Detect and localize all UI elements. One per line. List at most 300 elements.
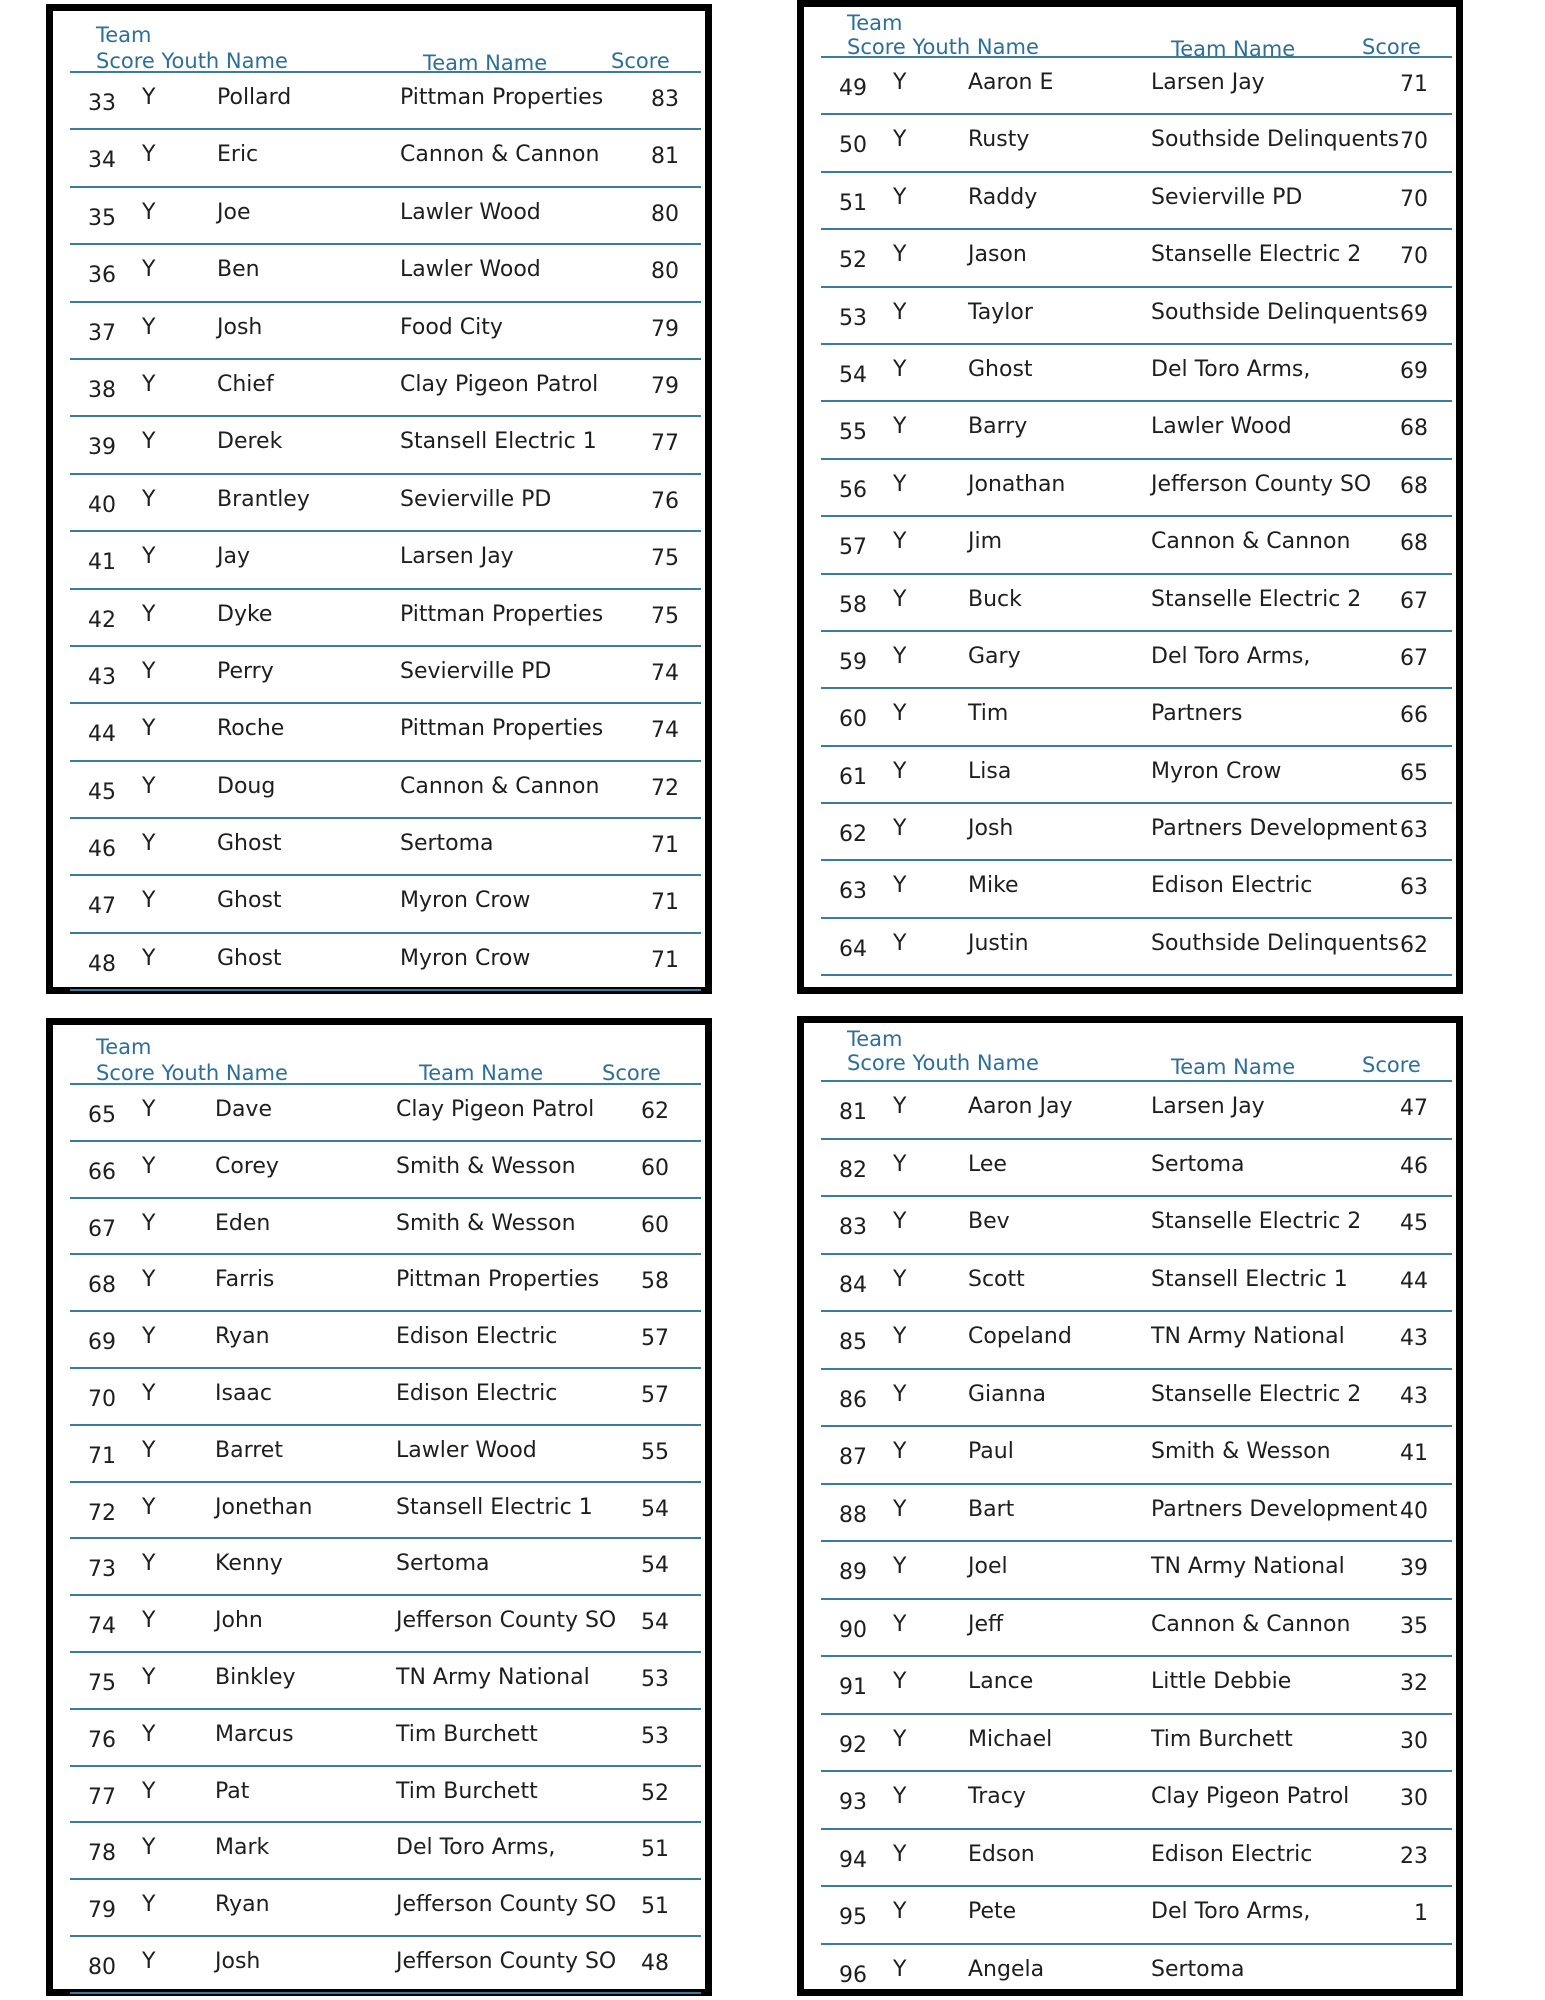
score-value: 71 bbox=[651, 947, 679, 973]
youth-flag: Y bbox=[142, 1210, 156, 1236]
youth-name: Mark bbox=[215, 1835, 270, 1861]
score-value: 62 bbox=[1400, 932, 1428, 958]
row-number: 93 bbox=[839, 1790, 867, 1815]
team-name: Lawler Wood bbox=[400, 199, 541, 225]
row-number: 46 bbox=[88, 837, 116, 863]
youth-name: Ghost bbox=[217, 945, 282, 971]
table-row bbox=[70, 1142, 701, 1199]
team-name: Partners bbox=[1151, 701, 1243, 727]
score-value: 51 bbox=[641, 1837, 669, 1863]
youth-name: Jay bbox=[217, 544, 250, 570]
youth-flag: Y bbox=[142, 1437, 156, 1463]
youth-name: Pollard bbox=[217, 85, 292, 110]
team-name: Lawler Wood bbox=[396, 1437, 537, 1463]
youth-flag: Y bbox=[142, 429, 156, 455]
table-row bbox=[821, 1197, 1452, 1255]
youth-name: Roche bbox=[217, 716, 285, 742]
youth-name: Raddy bbox=[968, 184, 1038, 210]
table-row bbox=[70, 1880, 701, 1937]
team-name: Cannon & Cannon bbox=[400, 773, 600, 799]
score-value: 35 bbox=[1400, 1613, 1428, 1639]
table-row bbox=[70, 245, 701, 302]
table-row bbox=[70, 1483, 701, 1540]
team-name: Smith & Wesson bbox=[396, 1210, 576, 1236]
table-row bbox=[821, 173, 1452, 230]
youth-flag: Y bbox=[142, 1267, 156, 1293]
row-number: 79 bbox=[88, 1898, 116, 1924]
row-number: 48 bbox=[88, 951, 116, 977]
youth-flag: Y bbox=[893, 1381, 907, 1407]
row-number: 34 bbox=[88, 148, 116, 174]
youth-flag: Y bbox=[893, 1554, 907, 1579]
youth-name: Bart bbox=[968, 1496, 1015, 1522]
team-name: Pittman Properties bbox=[400, 601, 604, 627]
row-number: 51 bbox=[839, 190, 867, 216]
youth-flag: Y bbox=[893, 127, 907, 153]
youth-name: Scott bbox=[968, 1266, 1025, 1292]
table-row bbox=[821, 1082, 1452, 1140]
youth-flag: Y bbox=[893, 70, 907, 95]
youth-flag: Y bbox=[893, 1324, 907, 1349]
team-name: Sertoma bbox=[396, 1551, 490, 1577]
row-number: 77 bbox=[88, 1784, 116, 1810]
team-name: Clay Pigeon Patrol bbox=[400, 371, 599, 397]
row-number: 95 bbox=[839, 1905, 867, 1930]
table-row bbox=[70, 934, 701, 991]
youth-flag: Y bbox=[893, 816, 907, 842]
youth-name: Kenny bbox=[215, 1551, 283, 1577]
table-row bbox=[821, 230, 1452, 287]
team-name: Myron Crow bbox=[400, 888, 531, 914]
youth-name: Ghost bbox=[217, 888, 282, 914]
youth-name: Pat bbox=[215, 1778, 250, 1804]
row-number: 44 bbox=[88, 722, 116, 748]
table-row bbox=[70, 1937, 701, 1994]
youth-flag: Y bbox=[893, 1899, 907, 1924]
row-number: 52 bbox=[839, 248, 867, 274]
table-row bbox=[821, 1945, 1452, 2000]
score-value: 60 bbox=[641, 1212, 669, 1238]
row-number: 85 bbox=[839, 1330, 867, 1355]
youth-flag: Y bbox=[142, 601, 156, 627]
youth-flag: Y bbox=[142, 716, 156, 742]
youth-name: Eden bbox=[215, 1210, 271, 1236]
team-name: Sevierville PD bbox=[400, 486, 552, 512]
youth-name: Tracy bbox=[968, 1784, 1026, 1809]
score-value: 71 bbox=[1400, 72, 1428, 97]
team-name: Clay Pigeon Patrol bbox=[1151, 1784, 1350, 1809]
header-team-name-label: Team Name bbox=[1171, 1055, 1296, 1079]
score-value: 70 bbox=[1400, 129, 1428, 155]
youth-flag: Y bbox=[142, 1835, 156, 1861]
score-value: 60 bbox=[641, 1155, 669, 1181]
youth-name: Doug bbox=[217, 773, 276, 799]
table-row bbox=[821, 1657, 1452, 1715]
youth-name: Bev bbox=[968, 1209, 1010, 1234]
row-number: 39 bbox=[88, 435, 116, 461]
score-value: 71 bbox=[651, 890, 679, 916]
youth-name: Justin bbox=[968, 930, 1029, 956]
score-value: 70 bbox=[1400, 244, 1428, 270]
youth-flag: Y bbox=[142, 371, 156, 397]
team-name: Sevierville PD bbox=[1151, 184, 1303, 210]
youth-flag: Y bbox=[142, 1551, 156, 1577]
team-name: Southside Delinquents bbox=[1151, 930, 1400, 956]
youth-flag: Y bbox=[142, 85, 156, 110]
scores-panel-2 bbox=[797, 0, 1463, 994]
score-value: 77 bbox=[651, 431, 679, 457]
team-name: Sertoma bbox=[1151, 1956, 1245, 1982]
team-name: Cannon & Cannon bbox=[1151, 529, 1351, 555]
youth-name: Ghost bbox=[968, 356, 1033, 382]
youth-name: Binkley bbox=[215, 1664, 296, 1690]
youth-name: Marcus bbox=[215, 1721, 294, 1747]
row-number: 61 bbox=[839, 764, 867, 790]
table-row bbox=[70, 1823, 701, 1880]
team-name: Southside Delinquents bbox=[1151, 299, 1400, 325]
youth-name: Jason bbox=[968, 242, 1027, 268]
team-name: Sertoma bbox=[1151, 1151, 1245, 1177]
score-value: 75 bbox=[651, 546, 679, 572]
table-row bbox=[70, 876, 701, 933]
youth-name: Barry bbox=[968, 414, 1028, 440]
youth-name: Paul bbox=[968, 1439, 1014, 1464]
youth-flag: Y bbox=[142, 1380, 156, 1406]
team-name: Southside Delinquents bbox=[1151, 127, 1400, 153]
youth-name: Chief bbox=[217, 371, 274, 397]
table-row bbox=[821, 1255, 1452, 1313]
youth-flag: Y bbox=[893, 414, 907, 440]
team-name: Partners Development bbox=[1151, 1496, 1398, 1522]
header-team-label: Team bbox=[96, 1035, 152, 1059]
row-number: 62 bbox=[839, 822, 867, 848]
team-name: Pittman Properties bbox=[396, 1267, 600, 1293]
table-row bbox=[70, 819, 701, 876]
table-row bbox=[821, 288, 1452, 345]
header-team-label: Team bbox=[847, 1027, 903, 1051]
youth-flag: Y bbox=[893, 299, 907, 325]
score-value: 51 bbox=[641, 1894, 669, 1920]
header-team-name-label: Team Name bbox=[419, 1061, 544, 1085]
youth-flag: Y bbox=[893, 930, 907, 956]
header-score-label: Score bbox=[611, 49, 670, 73]
score-value: 62 bbox=[641, 1099, 669, 1124]
youth-flag: Y bbox=[142, 773, 156, 799]
table-row bbox=[821, 115, 1452, 172]
youth-flag: Y bbox=[893, 873, 907, 899]
score-value: 30 bbox=[1400, 1786, 1428, 1811]
table-row bbox=[70, 1767, 701, 1824]
team-name: Pittman Properties bbox=[400, 716, 604, 742]
score-value: 69 bbox=[1400, 358, 1428, 384]
score-value: 40 bbox=[1400, 1498, 1428, 1524]
table-row bbox=[70, 1596, 701, 1653]
team-name: Stansell Electric 1 bbox=[1151, 1266, 1348, 1292]
youth-name: Jeff bbox=[968, 1611, 1004, 1637]
youth-flag: Y bbox=[893, 586, 907, 612]
youth-flag: Y bbox=[893, 471, 907, 497]
score-value: 74 bbox=[651, 660, 679, 686]
row-number: 50 bbox=[839, 133, 867, 159]
team-name: Pittman Properties bbox=[400, 85, 604, 110]
youth-flag: Y bbox=[142, 945, 156, 971]
scores-panel-3 bbox=[46, 1018, 712, 1996]
youth-flag: Y bbox=[893, 1669, 907, 1694]
table-row bbox=[821, 1542, 1452, 1600]
row-number: 88 bbox=[839, 1502, 867, 1528]
youth-flag: Y bbox=[142, 199, 156, 225]
score-value: 75 bbox=[651, 603, 679, 629]
row-number: 86 bbox=[839, 1387, 867, 1413]
row-number: 55 bbox=[839, 420, 867, 446]
scores-panel-1 bbox=[46, 4, 712, 994]
team-name: Edison Electric bbox=[396, 1380, 558, 1406]
youth-flag: Y bbox=[142, 1664, 156, 1690]
table-row bbox=[821, 1485, 1452, 1543]
header-score-label: Score bbox=[1362, 35, 1421, 59]
youth-name: Tim bbox=[968, 701, 1009, 727]
header-team-name-label: Team Name bbox=[1171, 37, 1296, 61]
row-number: 80 bbox=[88, 1954, 116, 1980]
row-number: 38 bbox=[88, 377, 116, 403]
youth-name: Lisa bbox=[968, 758, 1012, 784]
youth-name: Ryan bbox=[215, 1324, 270, 1350]
youth-flag: Y bbox=[893, 1439, 907, 1464]
team-name: TN Army National bbox=[1151, 1324, 1345, 1349]
team-name: Stanselle Electric 2 bbox=[1151, 586, 1362, 612]
score-value: 83 bbox=[651, 87, 679, 112]
table-row bbox=[821, 861, 1452, 918]
table-header bbox=[70, 11, 701, 73]
youth-flag: Y bbox=[893, 758, 907, 784]
score-value: 1 bbox=[1414, 1901, 1428, 1926]
table-row bbox=[70, 1539, 701, 1596]
row-number: 40 bbox=[88, 492, 116, 518]
youth-name: Dave bbox=[215, 1097, 272, 1122]
youth-name: John bbox=[215, 1608, 263, 1634]
row-number: 59 bbox=[839, 649, 867, 675]
team-name: Sevierville PD bbox=[400, 658, 552, 684]
score-value: 63 bbox=[1400, 875, 1428, 901]
score-value: 54 bbox=[641, 1496, 669, 1522]
table-row bbox=[821, 402, 1452, 459]
table-row bbox=[70, 647, 701, 704]
youth-name: Perry bbox=[217, 658, 274, 684]
youth-name: Pete bbox=[968, 1899, 1017, 1924]
youth-flag: Y bbox=[893, 1784, 907, 1809]
score-value: 70 bbox=[1400, 186, 1428, 212]
score-value: 74 bbox=[651, 718, 679, 744]
team-name: Jefferson County SO bbox=[1151, 471, 1372, 497]
score-value: 52 bbox=[641, 1780, 669, 1806]
table-row bbox=[821, 747, 1452, 804]
youth-name: Barret bbox=[215, 1437, 283, 1463]
score-value: 23 bbox=[1400, 1843, 1428, 1869]
table-row bbox=[70, 532, 701, 589]
table-row bbox=[70, 188, 701, 245]
youth-flag: Y bbox=[142, 314, 156, 340]
row-number: 57 bbox=[839, 535, 867, 561]
row-number: 54 bbox=[839, 362, 867, 388]
youth-flag: Y bbox=[893, 529, 907, 555]
youth-name: Michael bbox=[968, 1726, 1053, 1752]
youth-flag: Y bbox=[893, 184, 907, 210]
table-row bbox=[70, 130, 701, 187]
youth-name: Aaron E bbox=[968, 70, 1054, 95]
youth-name: Corey bbox=[215, 1153, 279, 1179]
row-number: 92 bbox=[839, 1732, 867, 1758]
score-value: 55 bbox=[641, 1439, 669, 1465]
youth-flag: Y bbox=[142, 658, 156, 684]
team-name: Edison Electric bbox=[396, 1324, 558, 1350]
team-name: Tim Burchett bbox=[396, 1778, 538, 1804]
row-number: 76 bbox=[88, 1727, 116, 1753]
table-row bbox=[70, 417, 701, 474]
youth-name: Joe bbox=[217, 199, 251, 225]
score-value: 58 bbox=[641, 1269, 669, 1295]
table-row bbox=[821, 804, 1452, 861]
youth-name: Jim bbox=[968, 529, 1003, 555]
score-value: 54 bbox=[641, 1553, 669, 1579]
row-number: 82 bbox=[839, 1157, 867, 1183]
youth-flag: Y bbox=[893, 701, 907, 727]
team-name: Jefferson County SO bbox=[396, 1892, 617, 1918]
youth-name: Rusty bbox=[968, 127, 1030, 153]
team-name: Smith & Wesson bbox=[1151, 1439, 1331, 1464]
youth-flag: Y bbox=[142, 544, 156, 570]
youth-name: Aaron Jay bbox=[968, 1094, 1073, 1119]
youth-name: Josh bbox=[215, 1948, 261, 1974]
team-name: Edison Electric bbox=[1151, 1841, 1313, 1867]
score-value: 45 bbox=[1400, 1211, 1428, 1236]
row-number: 60 bbox=[839, 707, 867, 733]
header-team-name-label: Team Name bbox=[423, 51, 548, 75]
score-value: 76 bbox=[651, 488, 679, 514]
table-row bbox=[70, 73, 701, 130]
row-number: 64 bbox=[839, 936, 867, 962]
row-number: 72 bbox=[88, 1500, 116, 1526]
youth-name: Farris bbox=[215, 1267, 275, 1293]
youth-flag: Y bbox=[142, 888, 156, 914]
row-number: 37 bbox=[88, 320, 116, 346]
score-value: 32 bbox=[1400, 1671, 1428, 1696]
row-number: 43 bbox=[88, 664, 116, 690]
table-row bbox=[70, 1710, 701, 1767]
team-name: Food City bbox=[400, 314, 503, 340]
youth-name: Copeland bbox=[968, 1324, 1072, 1349]
row-number: 70 bbox=[88, 1386, 116, 1412]
youth-name: Ben bbox=[217, 257, 260, 283]
row-number: 58 bbox=[839, 592, 867, 618]
row-number: 67 bbox=[88, 1216, 116, 1242]
team-name: Lawler Wood bbox=[400, 257, 541, 283]
row-number: 90 bbox=[839, 1617, 867, 1643]
team-name: Del Toro Arms, bbox=[1151, 356, 1311, 382]
youth-flag: Y bbox=[893, 643, 907, 669]
youth-flag: Y bbox=[142, 1097, 156, 1122]
header-score-youth-name-label: Score Youth Name bbox=[96, 1061, 288, 1085]
table-row bbox=[70, 360, 701, 417]
score-value: 79 bbox=[651, 373, 679, 399]
table-row bbox=[821, 1427, 1452, 1485]
score-value: 72 bbox=[651, 775, 679, 801]
team-name: Stanselle Electric 2 bbox=[1151, 1209, 1362, 1234]
youth-flag: Y bbox=[142, 486, 156, 512]
youth-name: Jonathan bbox=[968, 471, 1066, 497]
score-value: 43 bbox=[1400, 1326, 1428, 1351]
score-value: 44 bbox=[1400, 1268, 1428, 1294]
youth-flag: Y bbox=[893, 1151, 907, 1177]
youth-name: Gianna bbox=[968, 1381, 1047, 1407]
table-row bbox=[821, 575, 1452, 632]
team-name: Del Toro Arms, bbox=[1151, 1899, 1311, 1924]
score-value: 67 bbox=[1400, 588, 1428, 614]
youth-flag: Y bbox=[142, 1892, 156, 1918]
row-number: 33 bbox=[88, 91, 116, 116]
row-number: 69 bbox=[88, 1330, 116, 1356]
table-row bbox=[821, 58, 1452, 115]
youth-flag: Y bbox=[142, 1324, 156, 1350]
youth-flag: Y bbox=[142, 142, 156, 168]
table-row bbox=[821, 460, 1452, 517]
youth-flag: Y bbox=[893, 242, 907, 268]
youth-flag: Y bbox=[893, 1956, 907, 1982]
team-name: Cannon & Cannon bbox=[400, 142, 600, 168]
youth-flag: Y bbox=[893, 1726, 907, 1752]
score-value: 68 bbox=[1400, 416, 1428, 442]
table-row bbox=[70, 590, 701, 647]
header-team-label: Team bbox=[847, 11, 903, 35]
youth-name: Taylor bbox=[968, 299, 1033, 325]
row-number: 47 bbox=[88, 894, 116, 920]
table-row bbox=[70, 1255, 701, 1312]
youth-name: Josh bbox=[968, 816, 1014, 842]
row-number: 49 bbox=[839, 76, 867, 101]
score-value: 79 bbox=[651, 316, 679, 342]
score-value: 81 bbox=[651, 144, 679, 170]
table-row bbox=[821, 689, 1452, 746]
youth-name: Angela bbox=[968, 1956, 1045, 1982]
score-value: 63 bbox=[1400, 818, 1428, 844]
header-score-youth-name-label: Score Youth Name bbox=[847, 35, 1039, 59]
row-number: 56 bbox=[839, 477, 867, 503]
row-number: 41 bbox=[88, 550, 116, 576]
team-name: TN Army National bbox=[1151, 1554, 1345, 1579]
row-number: 91 bbox=[839, 1675, 867, 1700]
youth-flag: Y bbox=[142, 1721, 156, 1747]
table-row bbox=[821, 632, 1452, 689]
header-score-label: Score bbox=[602, 1061, 661, 1085]
table-row bbox=[821, 1600, 1452, 1658]
score-value: 30 bbox=[1400, 1728, 1428, 1754]
youth-name: Eric bbox=[217, 142, 259, 168]
table-row bbox=[70, 1653, 701, 1710]
score-value: 57 bbox=[641, 1326, 669, 1352]
score-value: 80 bbox=[651, 201, 679, 227]
youth-flag: Y bbox=[893, 1496, 907, 1522]
table-row bbox=[70, 303, 701, 360]
row-number: 66 bbox=[88, 1159, 116, 1185]
row-number: 78 bbox=[88, 1841, 116, 1867]
row-number: 83 bbox=[839, 1215, 867, 1240]
row-number: 71 bbox=[88, 1443, 116, 1469]
youth-name: Derek bbox=[217, 429, 283, 455]
table-row bbox=[70, 1426, 701, 1483]
row-number: 74 bbox=[88, 1614, 116, 1640]
table-row bbox=[70, 475, 701, 532]
youth-name: Joel bbox=[968, 1554, 1008, 1579]
team-name: Sertoma bbox=[400, 831, 494, 857]
